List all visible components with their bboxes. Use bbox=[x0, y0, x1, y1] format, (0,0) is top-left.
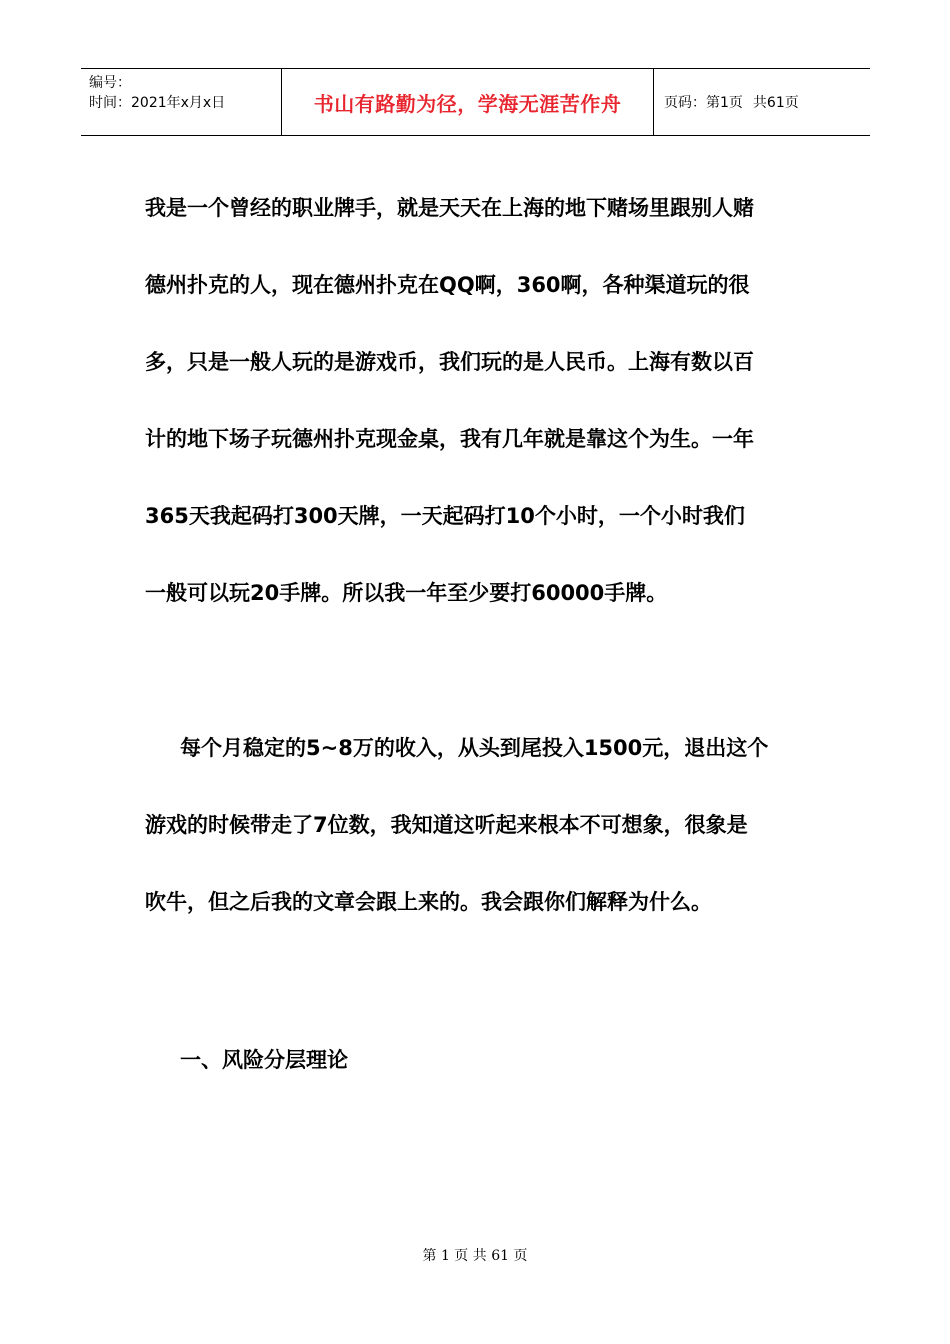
page-total-label: 共61页 bbox=[752, 95, 799, 111]
header-page-info bbox=[654, 69, 870, 135]
paragraph-line: 德州扑克的人，现在德州扑克在QQ啊，360啊，各种渠道玩的很 bbox=[145, 273, 750, 297]
header-meta bbox=[81, 69, 281, 135]
section-heading bbox=[180, 1022, 780, 1099]
paragraph-line: 计的地下场子玩德州扑克现金桌，我有几年就是靠这个为生。一年 bbox=[145, 427, 754, 451]
serial-number-label: 编号： bbox=[89, 75, 131, 91]
paragraph-2 bbox=[145, 710, 810, 941]
paragraph-line: 一般可以玩20手牌。所以我一年至少要打60000手牌。 bbox=[145, 581, 668, 605]
paragraph-1 bbox=[145, 170, 810, 632]
section-heading-text: 一、风险分层理论 bbox=[180, 1048, 348, 1072]
header-motto: 书山有路勤为径，学海无涯苦作舟 bbox=[281, 69, 654, 135]
page-header bbox=[81, 68, 870, 136]
paragraph-line: 游戏的时候带走了7位数，我知道这听起来根本不可想象，很象是 bbox=[145, 813, 748, 837]
page-number-label: 页码：第1页 bbox=[664, 95, 743, 111]
paragraph-line: 多，只是一般人玩的是游戏币，我们玩的是人民币。上海有数以百 bbox=[145, 350, 754, 374]
page-footer: 第 1 页 共 61 页 bbox=[422, 1248, 528, 1264]
paragraph-line: 365天我起码打300天牌，一天起码打10个小时，一个小时我们 bbox=[145, 504, 745, 528]
date-label: 时间：2021年x月x日 bbox=[89, 95, 226, 111]
paragraph-line: 我是一个曾经的职业牌手，就是天天在上海的地下赌场里跟别人赌 bbox=[145, 196, 754, 220]
paragraph-line: 吹牛，但之后我的文章会跟上来的。我会跟你们解释为什么。 bbox=[145, 890, 712, 914]
paragraph-line: 每个月稳定的5~8万的收入，从头到尾投入1500元，退出这个 bbox=[180, 736, 769, 760]
